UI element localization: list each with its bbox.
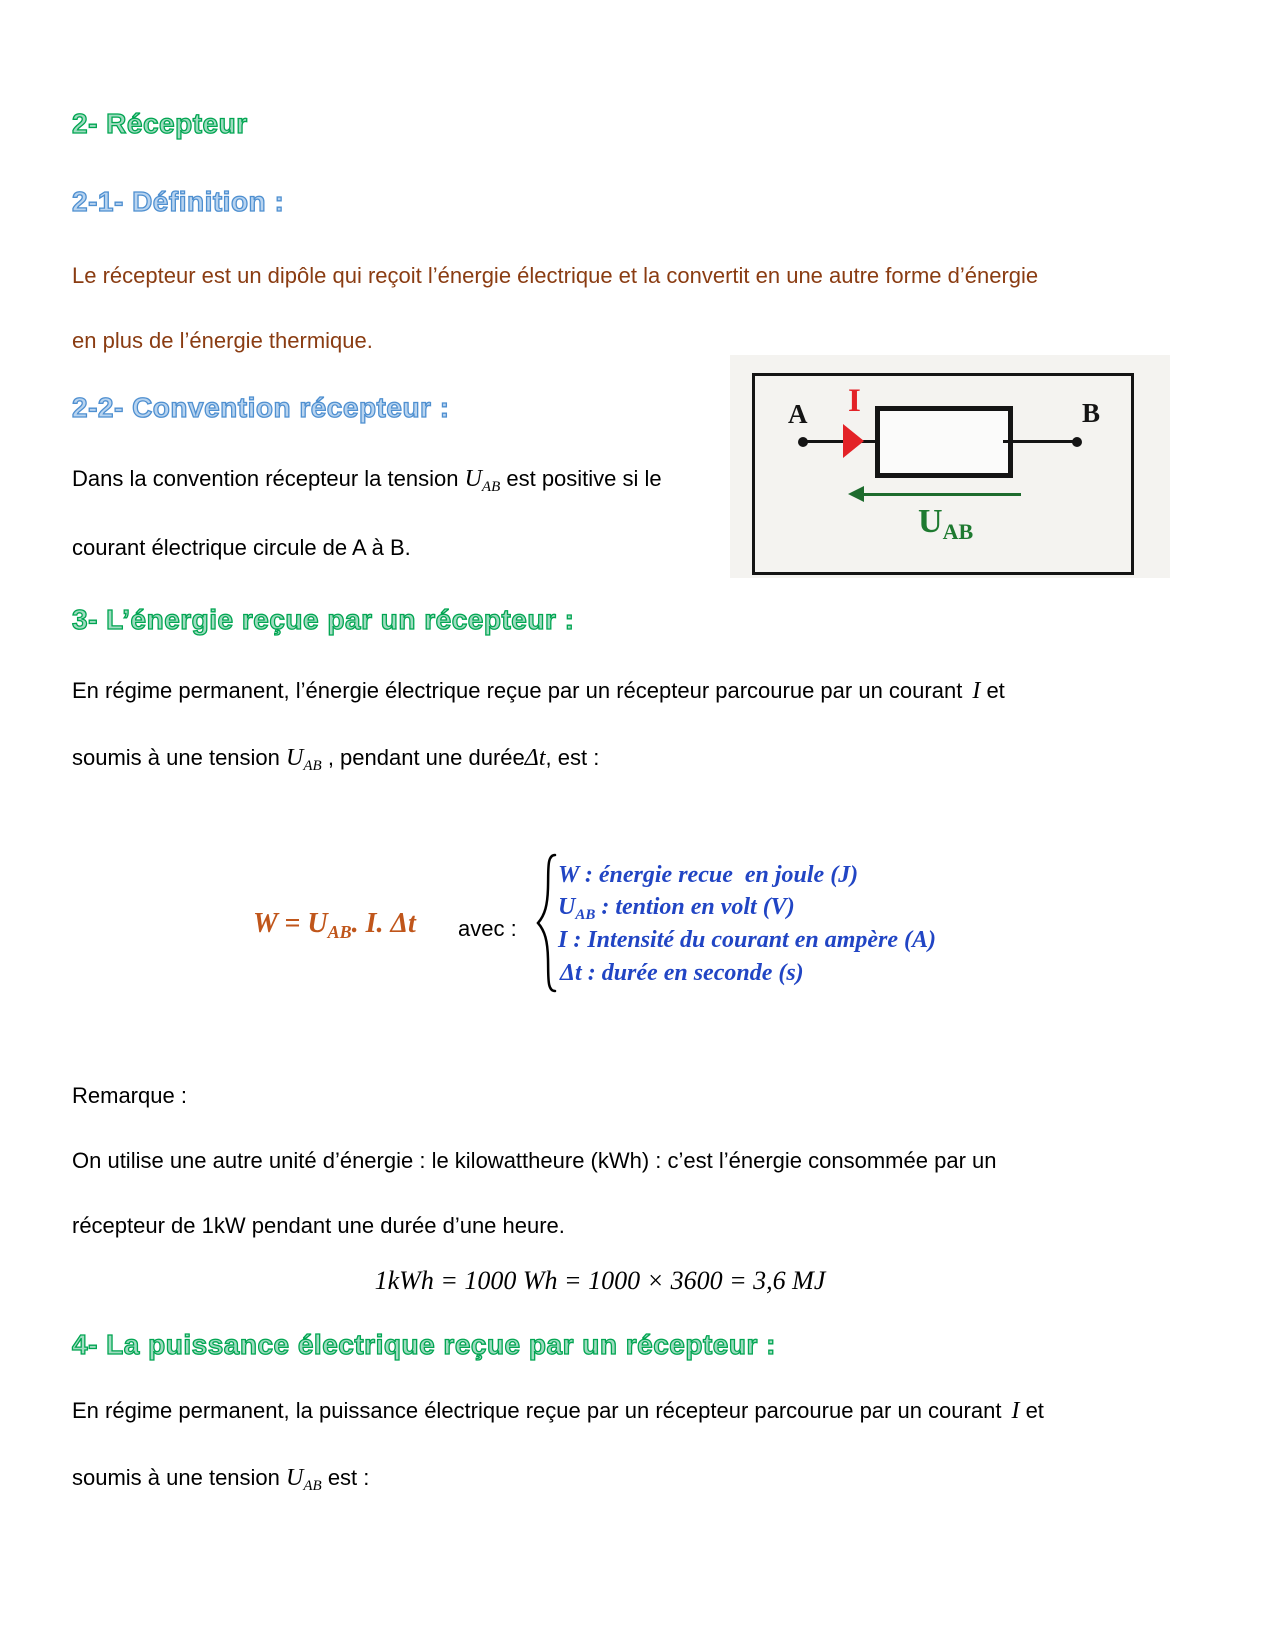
uab-subscript: AB (303, 758, 322, 774)
current-label: I (848, 383, 861, 419)
definition-energy-joule: W : énergie recue en joule (J) (558, 862, 859, 888)
uab-symbol: U (286, 1465, 304, 1491)
power-text-post: et (1025, 1398, 1044, 1423)
formula-lhs-subscript: AB (327, 922, 352, 942)
remark-title: Remarque : (72, 1083, 187, 1108)
wire-right (1003, 440, 1075, 443)
heading-convention: 2-2- Convention récepteur : (72, 392, 450, 423)
energy-text2-mid: , pendant une durée (321, 745, 525, 770)
def-u-rest: : tention en volt (V) (595, 894, 795, 920)
voltage-label-subscript: AB (942, 519, 974, 544)
heading-puissance: 4- La puissance électrique reçue par un récepteur : (72, 1329, 776, 1360)
avec-label: avec : (458, 916, 517, 941)
uab-subscript: AB (481, 479, 501, 495)
power-line-1 (72, 1396, 1044, 1426)
power-text2-post: est : (321, 1465, 370, 1490)
heading-energie: 3- L’énergie reçue par un récepteur : (72, 604, 575, 635)
terminal-a-label: A (788, 399, 808, 429)
heading-definition: 2-1- Définition : (72, 186, 285, 217)
wire-left (803, 440, 875, 443)
uab-symbol: U (464, 466, 482, 492)
convention-text-post: est positive si le (500, 466, 662, 491)
terminal-b-dot (1072, 437, 1082, 447)
convention-text-pre: Dans la convention récepteur la tension (72, 466, 465, 491)
energy-line-1 (72, 676, 1005, 706)
formula-lhs: W = U (253, 908, 328, 939)
power-text2-pre: soumis à une tension (72, 1465, 287, 1490)
definition-line-1: Le récepteur est un dipôle qui reçoit l’énergie électrique et la convertit en une autre forme d’énergie (72, 263, 1039, 288)
definition-line-2: en plus de l’énergie thermique. (72, 328, 373, 353)
curly-brace-icon (534, 852, 560, 994)
terminal-b-label: B (1082, 398, 1101, 428)
remark-line-2: récepteur de 1kW pendant une durée d’une heure. (72, 1213, 565, 1238)
current-symbol: I (972, 678, 981, 704)
formula-energy (253, 908, 416, 943)
remark-line-1: On utilise une autre unité d’énergie : le kilowattheure (kWh) : c’est l’énergie consommée par un (72, 1148, 997, 1173)
definition-tension-volt (558, 894, 795, 924)
definition-intensite-ampere: I : Intensité du courant en ampère (A) (558, 927, 937, 953)
heading-recepteur: 2- Récepteur (72, 108, 248, 139)
energy-text-post: et (986, 678, 1005, 703)
formula-rhs: . I. Δt (351, 908, 416, 939)
dipole-box (875, 406, 1013, 478)
voltage-arrow-line (863, 493, 1021, 496)
energy-text-pre: En régime permanent, l’énergie électrique reçue par un récepteur parcourue par un courant (72, 678, 963, 703)
def-u-subscript: AB (575, 907, 596, 923)
power-line-2 (72, 1463, 369, 1501)
circuit-diagram (730, 355, 1170, 578)
convention-line-1 (72, 464, 662, 502)
definition-duree-seconde: Δt : durée en seconde (s) (560, 960, 804, 986)
energy-text2-pre: soumis à une tension (72, 745, 287, 770)
delta-t-symbol: Δt (524, 745, 546, 771)
voltage-arrow-head-icon (848, 486, 864, 502)
def-u-base: U (558, 894, 576, 920)
current-symbol: I (1011, 1398, 1020, 1424)
voltage-label-base: U (918, 503, 943, 540)
convention-line-2: courant électrique circule de A à B. (72, 535, 411, 560)
energy-line-2 (72, 743, 599, 781)
uab-symbol: U (286, 745, 304, 771)
energy-text2-end: , est : (545, 745, 600, 770)
voltage-label (918, 503, 973, 545)
current-arrow-icon (843, 424, 864, 458)
formula-kwh: 1kWh = 1000 Wh = 1000 × 3600 = 3,6 MJ (374, 1266, 826, 1295)
power-text-pre: En régime permanent, la puissance électrique reçue par un récepteur parcourue par un courant (72, 1398, 1002, 1423)
uab-subscript: AB (303, 1478, 322, 1494)
